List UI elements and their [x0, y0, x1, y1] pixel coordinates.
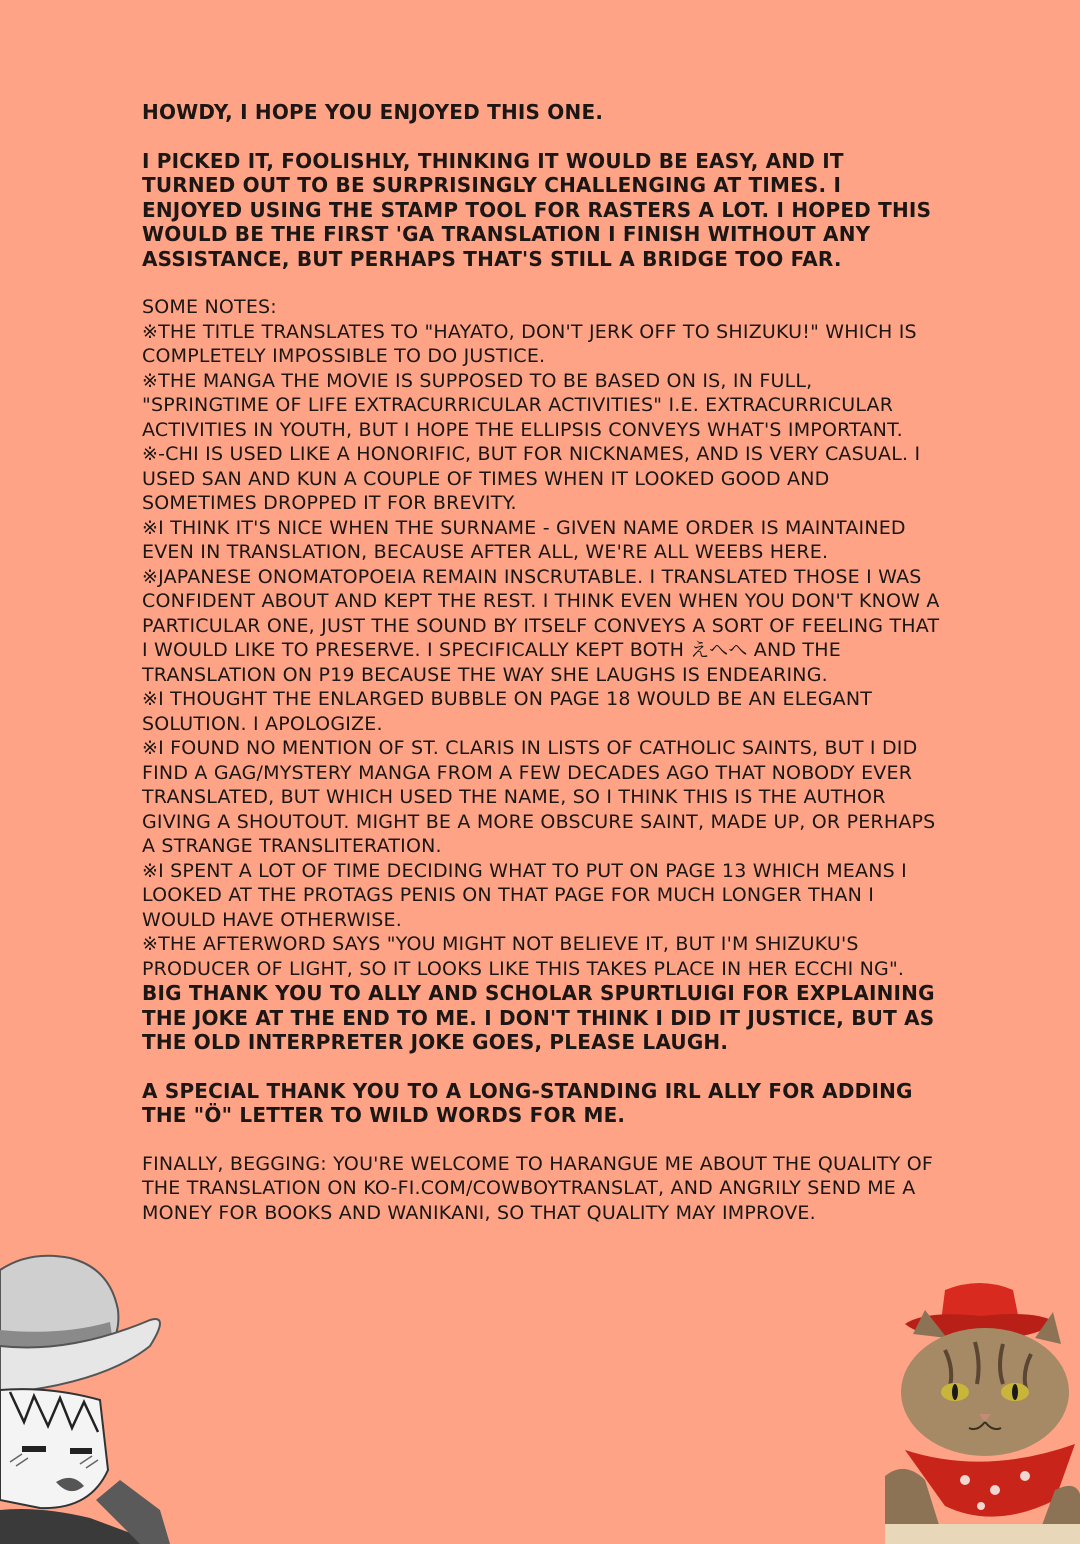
- greeting: HOWDY, I HOPE YOU ENJOYED THIS ONE.: [142, 100, 604, 124]
- note-item: ※-CHI IS USED LIKE A HONORIFIC, BUT FOR NICKNAMES, AND IS VERY CASUAL. I USED SAN AND KUN A COUPLE OF TIMES WHEN IT LOOKED GOOD AND SOMETIMES DROPPED IT FOR BREVITY.: [142, 443, 921, 514]
- thanks-paragraph-1: BIG THANK YOU TO ALLY AND SCHOLAR SPURTLUIGI FOR EXPLAINING THE JOKE AT THE END TO ME. I DON'T THINK I DID IT JUSTICE, BUT AS THE OLD INTERPRETER JOKE GOES, PLEASE LAUGH.: [142, 981, 935, 1054]
- afterword-text: [142, 100, 942, 1249]
- notes-heading: SOME NOTES:: [142, 296, 277, 318]
- note-item: ※THE TITLE TRANSLATES TO "HAYATO, DON'T JERK OFF TO SHIZUKU!" WHICH IS COMPLETELY IMPOSSIBLE TO DO JUSTICE.: [142, 320, 917, 367]
- note-item: ※I FOUND NO MENTION OF ST. CLARIS IN LISTS OF CATHOLIC SAINTS, BUT I DID FIND A GAG/MYSTERY MANGA FROM A FEW DECADES AGO THAT NOBODY EVER TRANSLATED, BUT WHICH USED THE NAME, SO I THINK THIS IS THE AUTHOR GIVING A SHOUTOUT. MIGHT BE A MORE OBSCURE SAINT, MADE UP, OR PERHAPS A STRANGE TRANSLITERATION.: [142, 737, 936, 857]
- manga-cowboy-illustration: [0, 1250, 190, 1544]
- note-item: ※JAPANESE ONOMATOPOEIA REMAIN INSCRUTABLE. I TRANSLATED THOSE I WAS CONFIDENT ABOUT AND KEPT THE REST. I THINK EVEN WHEN YOU DON'T KNOW A PARTICULAR ONE, JUST THE SOUND BY ITSELF CONVEYS A SORT OF FEELING THAT I WOULD LIKE TO PRESERVE. I SPECIFICALLY KEPT BOTH えへへ AND THE TRANSLATION ON P19 BECAUSE THE WAY SHE LAUGHS IS ENDEARING.: [142, 565, 940, 686]
- thanks-paragraph-2: A SPECIAL THANK YOU TO A LONG-STANDING IRL ALLY FOR ADDING THE "Ö" LETTER TO WILD WORDS FOR ME.: [142, 1078, 913, 1127]
- table-surface: [885, 1524, 1080, 1544]
- cat-head: [901, 1328, 1069, 1456]
- intro-paragraph: I PICKED IT, FOOLISHLY, THINKING IT WOULD BE EASY, AND IT TURNED OUT TO BE SURPRISINGLY CHALLENGING AT TIMES. I ENJOYED USING THE STAMP TOOL FOR RASTERS A LOT. I HOPED THIS WOULD BE THE FIRST 'GA TRANSLATION I FINISH WITHOUT ANY ASSISTANCE, BUT PERHAPS THAT'S STILL A BRIDGE TOO FAR.: [142, 148, 932, 271]
- note-item: ※I SPENT A LOT OF TIME DECIDING WHAT TO PUT ON PAGE 13 WHICH MEANS I LOOKED AT THE PROTAGS PENIS ON THAT PAGE FOR MUCH LONGER THAN I WOULD HAVE OTHERWISE.: [142, 859, 907, 931]
- cat-cowboy-photo: [885, 1280, 1080, 1544]
- manga-eye-right: [70, 1448, 92, 1454]
- manga-eye-left: [22, 1446, 46, 1452]
- note-item: ※THE MANGA THE MOVIE IS SUPPOSED TO BE BASED ON IS, IN FULL, "SPRINGTIME OF LIFE EXTRACURRICULAR ACTIVITIES" I.E. EXTRACURRICULAR ACTIVITIES IN YOUTH, BUT I HOPE THE ELLIPSIS CONVEYS WHAT'S IMPORTANT.: [142, 369, 903, 441]
- note-item: ※THE AFTERWORD SAYS "YOU MIGHT NOT BELIEVE IT, BUT I'M SHIZUKU'S PRODUCER OF LIGHT, SO IT LOOKS LIKE THIS TAKES PLACE IN HER ECCHI NG".: [142, 933, 905, 980]
- note-item: ※I THOUGHT THE ENLARGED BUBBLE ON PAGE 18 WOULD BE AN ELEGANT SOLUTION. I APOLOGIZE.: [142, 688, 873, 735]
- note-item: ※I THINK IT'S NICE WHEN THE SURNAME - GIVEN NAME ORDER IS MAINTAINED EVEN IN TRANSLATION, BECAUSE AFTER ALL, WE'RE ALL WEEBS HERE.: [142, 516, 906, 563]
- finally-paragraph: FINALLY, BEGGING: YOU'RE WELCOME TO HARANGUE ME ABOUT THE QUALITY OF THE TRANSLATION ON KO-FI.COM/COWBOYTRANSLAT, AND ANGRILY SEND ME A MONEY FOR BOOKS AND WANIKANI, SO THAT QUALITY MAY IMPROVE.: [142, 1152, 934, 1224]
